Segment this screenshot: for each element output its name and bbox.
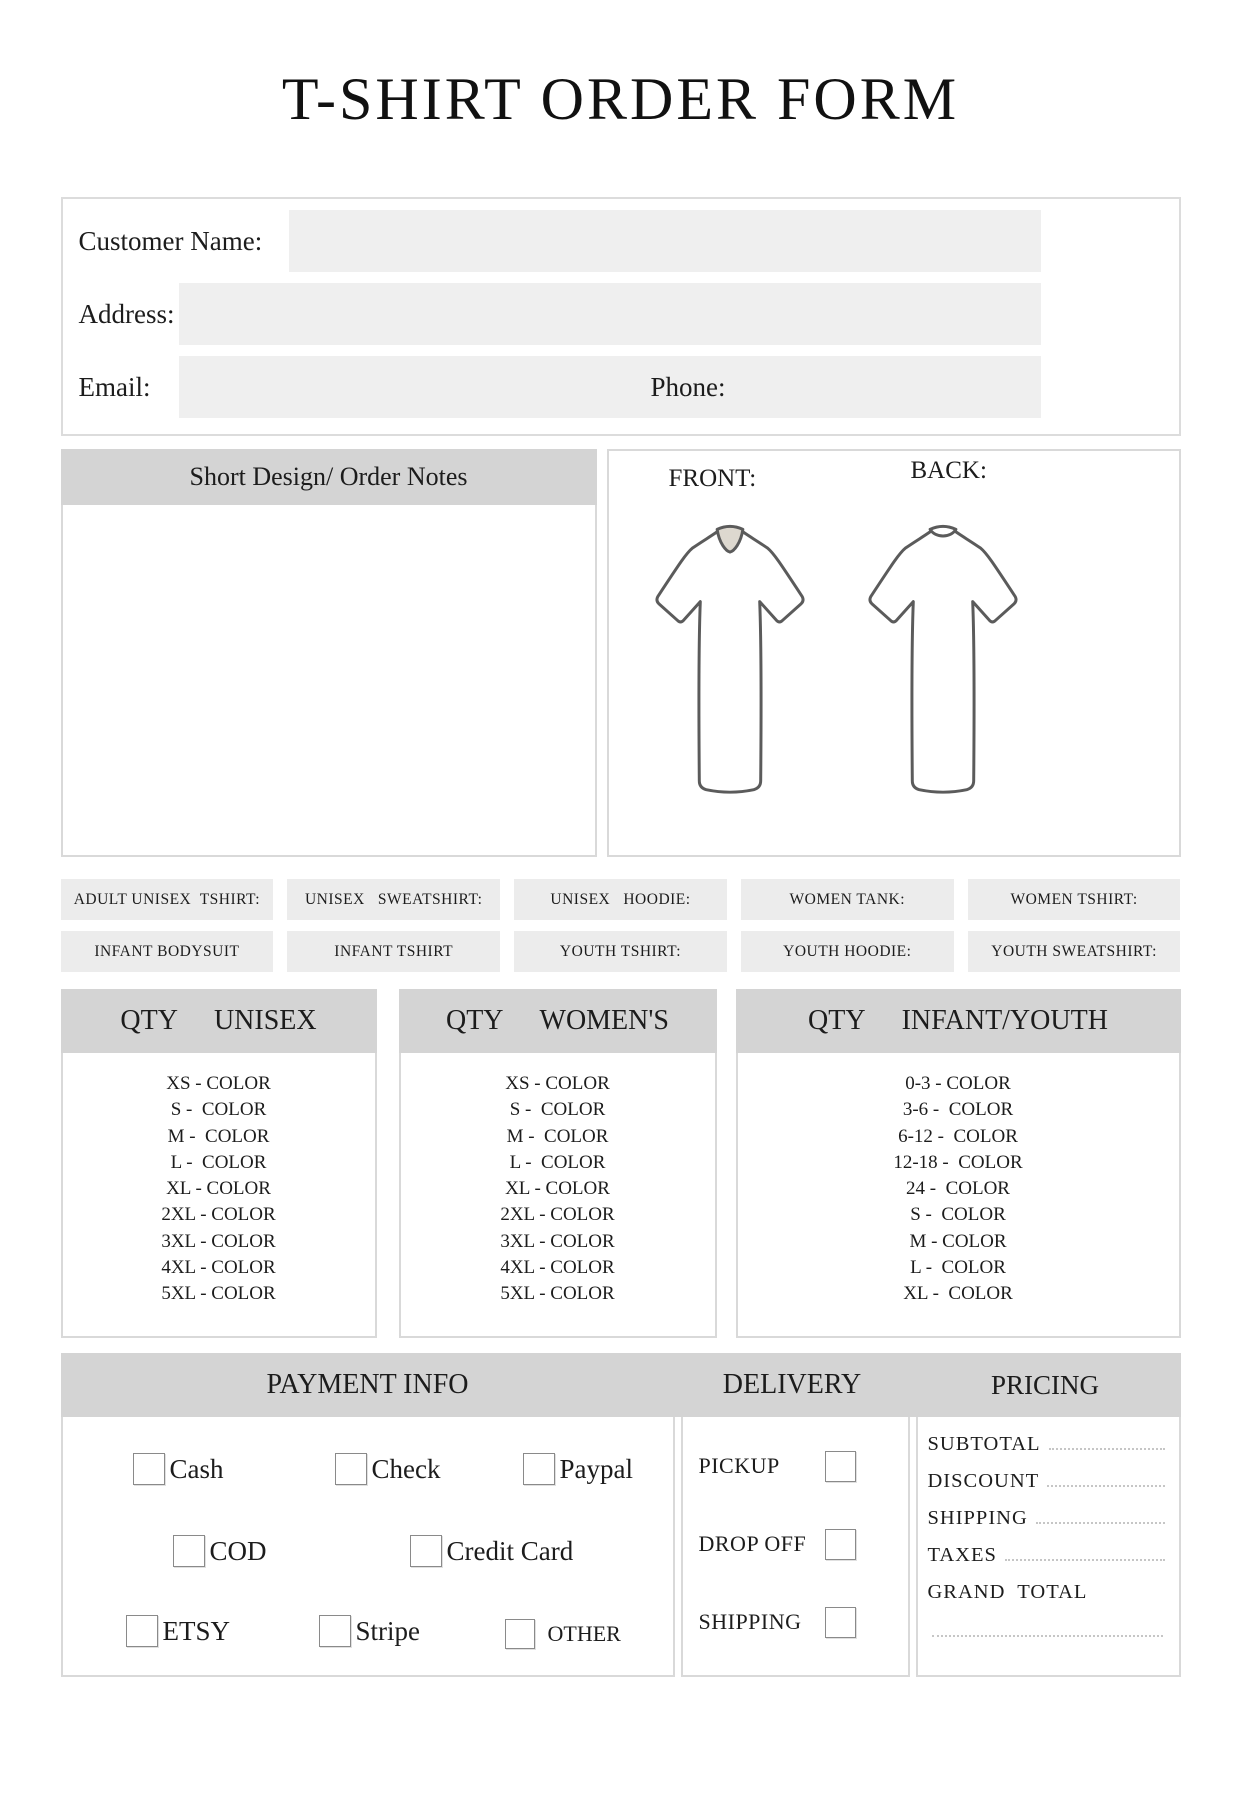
payment-delivery-pricing-section xyxy=(61,1353,1181,1677)
email-input[interactable] xyxy=(179,356,639,418)
product-type-youth-hoodie: YOUTH HOODIE: xyxy=(741,931,954,972)
subtotal-label: SUBTOTAL xyxy=(927,1433,1041,1455)
qty-womens-title: WOMEN'S xyxy=(539,1005,670,1036)
size-row: 2XL - COLOR xyxy=(500,1204,615,1226)
qty-unisex-title: UNISEX xyxy=(213,1005,317,1036)
qty-infant-youth-column xyxy=(736,989,1181,1338)
product-type-infant-bodysuit: INFANT BODYSUIT xyxy=(61,931,274,972)
address-row xyxy=(63,283,1179,345)
payment-info-header: PAYMENT INFO xyxy=(266,1369,469,1400)
product-type-infant-tshirt: INFANT TSHIRT xyxy=(287,931,500,972)
drop-off-checkbox[interactable] xyxy=(825,1529,856,1560)
check-label: Check xyxy=(371,1453,441,1484)
order-notes-box xyxy=(61,449,597,857)
size-row: S - COLOR xyxy=(170,1099,267,1121)
payment-option-cod xyxy=(173,1535,267,1567)
qty-label: QTY xyxy=(120,1005,178,1036)
payment-option-paypal xyxy=(523,1453,634,1485)
size-row: 3XL - COLOR xyxy=(500,1230,615,1252)
cod-checkbox[interactable] xyxy=(173,1535,205,1567)
size-row: S - COLOR xyxy=(910,1204,1006,1226)
size-row: XL - COLOR xyxy=(505,1178,610,1200)
credit-card-label: Credit Card xyxy=(446,1535,574,1566)
design-section xyxy=(61,449,1181,857)
paypal-label: Paypal xyxy=(559,1453,633,1484)
qty-infant-youth-sizes xyxy=(736,1053,1181,1338)
email-phone-field xyxy=(179,356,1041,418)
pricing-row-grand-total xyxy=(928,1581,1167,1618)
size-row: M - COLOR xyxy=(909,1230,1007,1252)
product-type-unisex-hoodie: UNISEX HOODIE: xyxy=(514,879,727,920)
size-row: 24 - COLOR xyxy=(906,1178,1010,1200)
pricing-row-shipping xyxy=(928,1507,1167,1544)
other-label: OTHER xyxy=(547,1621,621,1646)
size-row: 3-6 - COLOR xyxy=(902,1099,1014,1121)
grand-total-write-in-line xyxy=(932,1634,1163,1637)
delivery-option-drop-off xyxy=(699,1531,895,1557)
discount-write-in-line xyxy=(1047,1485,1164,1487)
drop-off-label: DROP OFF xyxy=(698,1531,807,1556)
size-row: M - COLOR xyxy=(506,1125,609,1147)
payment-option-credit-card xyxy=(410,1535,574,1567)
phone-input[interactable] xyxy=(726,356,1041,418)
taxes-write-in-line xyxy=(1005,1559,1165,1561)
subtotal-write-in-line xyxy=(1049,1448,1165,1450)
size-row: 6-12 - COLOR xyxy=(898,1125,1018,1147)
size-row: 5XL - COLOR xyxy=(500,1283,615,1305)
size-row: 2XL - COLOR xyxy=(161,1204,276,1226)
address-label: Address: xyxy=(78,298,175,329)
delivery-options-panel xyxy=(681,1417,910,1677)
size-row: 12-18 - COLOR xyxy=(893,1151,1023,1173)
size-row: 0-3 - COLOR xyxy=(905,1073,1011,1094)
qty-unisex-sizes xyxy=(61,1053,377,1338)
qty-label: QTY xyxy=(445,1005,504,1036)
shirt-mockup-box xyxy=(607,449,1181,857)
shipping-checkbox[interactable] xyxy=(825,1607,856,1638)
customer-name-input[interactable] xyxy=(289,210,1041,272)
size-row: L - COLOR xyxy=(509,1151,606,1173)
payment-option-other xyxy=(505,1619,621,1649)
quantity-section xyxy=(61,989,1181,1338)
back-label: BACK: xyxy=(910,457,987,484)
etsy-checkbox[interactable] xyxy=(126,1615,158,1647)
order-notes-header: Short Design/ Order Notes xyxy=(61,449,597,505)
product-type-unisex-sweatshirt: UNISEX SWEATSHIRT: xyxy=(287,879,500,920)
size-row: XS - COLOR xyxy=(166,1073,271,1094)
discount-label: DISCOUNT xyxy=(927,1470,1040,1492)
other-checkbox[interactable] xyxy=(505,1619,535,1649)
size-row: 3XL - COLOR xyxy=(161,1230,276,1252)
shipping-label: SHIPPING xyxy=(698,1609,802,1634)
bottom-header-bar xyxy=(61,1353,1181,1417)
pricing-panel xyxy=(916,1417,1181,1677)
pricing-header: PRICING xyxy=(990,1369,1099,1400)
cash-checkbox[interactable] xyxy=(133,1453,165,1485)
taxes-label: TAXES xyxy=(927,1544,997,1566)
shipping-write-in-line xyxy=(1036,1522,1165,1524)
product-type-women-tshirt: WOMEN TSHIRT: xyxy=(968,879,1181,920)
qty-womens-header xyxy=(399,989,717,1053)
customer-name-row xyxy=(63,210,1179,272)
qty-womens-column xyxy=(399,989,717,1338)
qty-unisex-header xyxy=(61,989,377,1053)
address-field xyxy=(179,283,1041,345)
cash-label: Cash xyxy=(169,1453,224,1484)
size-row: S - COLOR xyxy=(509,1099,606,1121)
customer-name-field xyxy=(289,210,1041,272)
pricing-row-taxes xyxy=(928,1544,1167,1581)
cod-label: COD xyxy=(209,1535,267,1566)
pricing-row-discount xyxy=(928,1470,1167,1507)
email-phone-row xyxy=(63,356,1179,418)
product-type-youth-sweatshirt: YOUTH SWEATSHIRT: xyxy=(968,931,1181,972)
check-checkbox[interactable] xyxy=(335,1453,367,1485)
customer-info-section xyxy=(61,197,1181,436)
size-row: 5XL - COLOR xyxy=(161,1283,276,1305)
product-type-adult-unisex-tshirt: ADULT UNISEX TSHIRT: xyxy=(61,879,274,920)
pricing-row-subtotal xyxy=(928,1433,1167,1470)
order-notes-input[interactable] xyxy=(61,505,597,857)
size-row: M - COLOR xyxy=(167,1125,270,1147)
size-row: 4XL - COLOR xyxy=(500,1257,615,1279)
size-row: L - COLOR xyxy=(910,1257,1006,1279)
etsy-label: ETSY xyxy=(162,1615,230,1646)
front-label: FRONT: xyxy=(668,465,757,492)
product-type-youth-tshirt: YOUTH TSHIRT: xyxy=(514,931,727,972)
payment-option-check xyxy=(335,1453,441,1485)
address-input[interactable] xyxy=(179,283,1041,345)
paypal-checkbox[interactable] xyxy=(523,1453,555,1485)
delivery-option-pickup xyxy=(699,1453,895,1479)
stripe-label: Stripe xyxy=(355,1615,420,1646)
pickup-checkbox[interactable] xyxy=(825,1451,856,1482)
stripe-checkbox[interactable] xyxy=(319,1615,351,1647)
size-row: XL - COLOR xyxy=(903,1283,1013,1305)
back-shirt-icon xyxy=(844,517,1042,807)
pickup-label: PICKUP xyxy=(698,1453,780,1478)
payment-options-panel xyxy=(61,1417,675,1677)
delivery-option-shipping xyxy=(699,1609,895,1635)
size-row: XL - COLOR xyxy=(166,1178,271,1200)
qty-womens-sizes xyxy=(399,1053,717,1338)
page-title: T-SHIRT ORDER FORM xyxy=(281,66,960,132)
delivery-header: DELIVERY xyxy=(722,1369,862,1400)
phone-label: Phone: xyxy=(650,371,726,402)
shipping-cost-label: SHIPPING xyxy=(927,1507,1028,1529)
product-type-women-tank: WOMEN TANK: xyxy=(741,879,954,920)
order-form-page xyxy=(61,62,1181,1677)
size-row: 4XL - COLOR xyxy=(161,1257,276,1279)
payment-option-cash xyxy=(133,1453,224,1485)
size-row: L - COLOR xyxy=(170,1151,267,1173)
customer-name-label: Customer Name: xyxy=(78,225,263,256)
grand-total-label: GRAND TOTAL xyxy=(927,1581,1088,1603)
qty-unisex-column xyxy=(61,989,377,1338)
payment-option-stripe xyxy=(319,1615,421,1647)
payment-option-etsy xyxy=(126,1615,231,1647)
qty-infant-youth-header xyxy=(736,989,1181,1053)
product-types-row-2 xyxy=(61,931,1181,972)
front-shirt-icon xyxy=(631,517,829,807)
qty-label: QTY xyxy=(808,1005,866,1036)
credit-card-checkbox[interactable] xyxy=(410,1535,442,1567)
size-row: XS - COLOR xyxy=(505,1073,610,1094)
email-label: Email: xyxy=(78,371,151,402)
product-types-row-1 xyxy=(61,879,1181,920)
bottom-bodies xyxy=(61,1417,1181,1677)
qty-infant-youth-title: INFANT/YOUTH xyxy=(901,1005,1108,1036)
